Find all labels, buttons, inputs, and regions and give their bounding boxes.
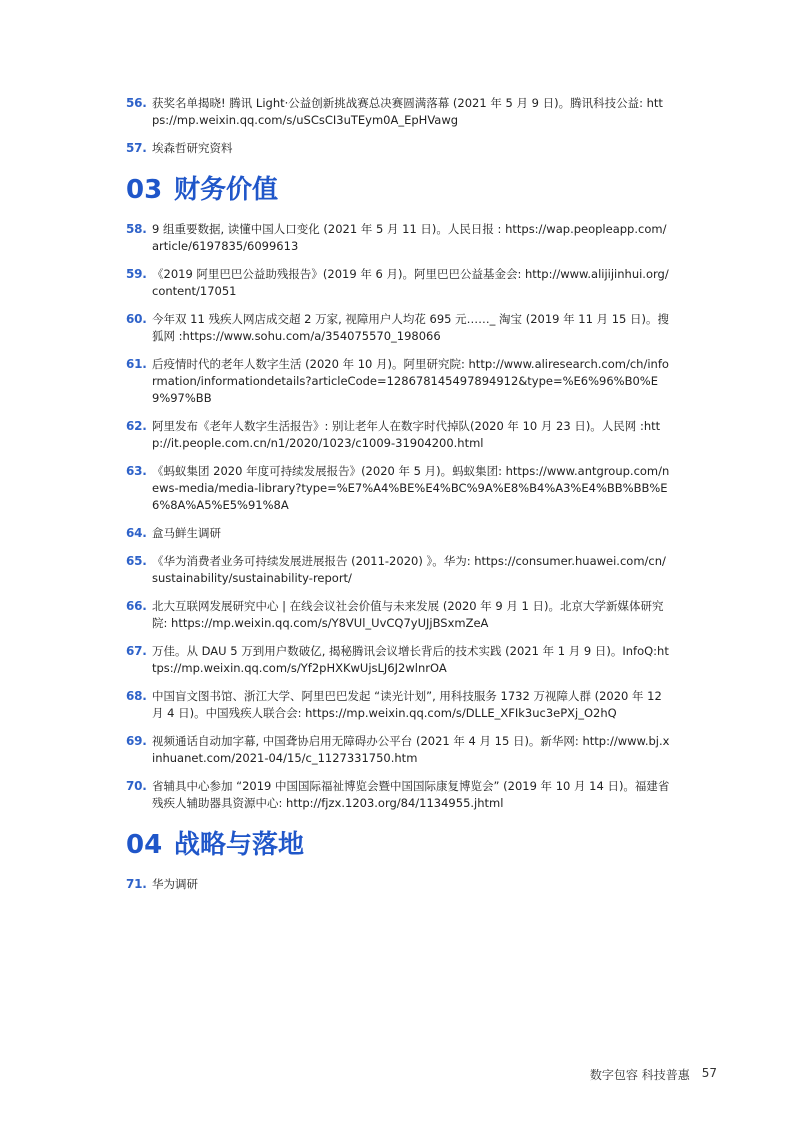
- reference-item: [126, 778, 670, 812]
- section-heading-03: [126, 175, 670, 205]
- reference-number: 63.: [126, 464, 147, 478]
- reference-list-03: [126, 221, 670, 812]
- reference-number: 65.: [126, 554, 147, 568]
- reference-list-top: [126, 95, 670, 157]
- reference-number: 58.: [126, 222, 147, 236]
- reference-number: 70.: [126, 779, 147, 793]
- reference-text: 省辅具中心参加 “2019 中国国际福祉博览会暨中国国际康复博览会” (2019 年 10 月 14 日)。福建省残疾人辅助器具资源中心: http://fjzx.1203.org/84/1134955.jhtml: [152, 779, 670, 810]
- reference-item: [126, 418, 670, 452]
- page-footer: [590, 1066, 717, 1083]
- reference-number: 60.: [126, 312, 147, 326]
- reference-item: [126, 221, 670, 255]
- reference-item: [126, 876, 670, 893]
- reference-item: [126, 643, 670, 677]
- reference-number: 59.: [126, 267, 147, 281]
- reference-number: 69.: [126, 734, 147, 748]
- reference-text: 盒马鲜生调研: [152, 526, 221, 540]
- section-title: 财务价值: [174, 175, 279, 205]
- reference-item: [126, 733, 670, 767]
- reference-text: 北大互联网发展研究中心 | 在线会议社会价值与未来发展 (2020 年 9 月 1 日)。北京大学新媒体研究院: https://mp.weixin.qq.com/s/Y8VUl_UvCQ7yUJjBSxmZeA: [152, 599, 664, 630]
- reference-item: [126, 140, 670, 157]
- reference-item: [126, 553, 670, 587]
- reference-number: 57.: [126, 141, 147, 155]
- reference-item: [126, 525, 670, 542]
- reference-item: [126, 95, 670, 129]
- page-number: 57: [701, 1066, 717, 1080]
- section-number: 04: [126, 830, 163, 860]
- reference-text: 后疫情时代的老年人数字生活 (2020 年 10 月)。阿里研究院: http://www.aliresearch.com/ch/information/informationdetails?articleCode=128678145497894912&type=%E6%96%B0%E9%97%BB: [152, 357, 669, 405]
- reference-number: 62.: [126, 419, 147, 433]
- reference-item: [126, 598, 670, 632]
- reference-text: 《蚂蚁集团 2020 年度可持续发展报告》(2020 年 5 月)。蚂蚁集团: https://www.antgroup.com/news-media/media-library?type=%E7%A4%BE%E4%BC%9A%E8%B4%A3%E4%BB%BB%E6%8A%A5%E5%91%8A: [152, 464, 670, 512]
- reference-text: 阿里发布《老年人数字生活报告》: 别让老年人在数字时代掉队(2020 年 10 月 23 日)。人民网 :http://it.people.com.cn/n1/2020/1023/c1009-31904200.html: [152, 419, 661, 450]
- reference-number: 64.: [126, 526, 147, 540]
- reference-number: 61.: [126, 357, 147, 371]
- reference-text: 《华为消费者业务可持续发展进展报告 (2011-2020) 》。华为: https://consumer.huawei.com/cn/sustainability/sustainability-report/: [152, 554, 666, 585]
- reference-text: 中国盲文图书馆、浙江大学、阿里巴巴发起 “读光计划”, 用科技服务 1732 万视障人群 (2020 年 12 月 4 日)。中国残疾人联合会: https://mp.weixin.qq.com/s/DLLE_XFIk3uc3ePXj_O2hQ: [152, 689, 662, 720]
- reference-number: 67.: [126, 644, 147, 658]
- references-content: [126, 95, 670, 904]
- reference-text: 华为调研: [152, 877, 198, 891]
- reference-text: 万佳。从 DAU 5 万到用户数破亿, 揭秘腾讯会议增长背后的技术实践 (2021 年 1 月 9 日)。InfoQ:https://mp.weixin.qq.com/s/Yf2pHXKwUjsLJ6J2wlnrOA: [152, 644, 669, 675]
- reference-item: [126, 463, 670, 514]
- footer-title: 数字包容 科技普惠: [589, 1068, 690, 1082]
- reference-text: 获奖名单揭晓! 腾讯 Light·公益创新挑战赛总决赛圆满落幕 (2021 年 5 月 9 日)。腾讯科技公益: https://mp.weixin.qq.com/s/uSCsCI3uTEym0A_EpHVawg: [152, 96, 663, 127]
- reference-text: 9 组重要数据, 读懂中国人口变化 (2021 年 5 月 11 日)。人民日报 : https://wap.peopleapp.com/article/6197835/6099613: [152, 222, 667, 253]
- reference-item: [126, 311, 670, 345]
- reference-number: 71.: [126, 877, 147, 891]
- reference-text: 《2019 阿里巴巴公益助残报告》(2019 年 6 月)。阿里巴巴公益基金会: http://www.alijijinhui.org/content/17051: [152, 267, 669, 298]
- reference-text: 视频通话自动加字幕, 中国聋协启用无障碍办公平台 (2021 年 4 月 15 日)。新华网: http://www.bj.xinhuanet.com/2021-04/15/c_1127331750.htm: [152, 734, 670, 765]
- reference-item: [126, 356, 670, 407]
- reference-text: 埃森哲研究资料: [152, 141, 233, 155]
- section-heading-04: [126, 830, 670, 860]
- section-title: 战略与落地: [174, 830, 305, 860]
- reference-item: [126, 266, 670, 300]
- reference-number: 56.: [126, 96, 147, 110]
- reference-number: 66.: [126, 599, 147, 613]
- section-number: 03: [126, 175, 163, 205]
- reference-item: [126, 688, 670, 722]
- reference-number: 68.: [126, 689, 147, 703]
- reference-list-04: [126, 876, 670, 893]
- reference-text: 今年双 11 残疾人网店成交超 2 万家, 视障用户人均花 695 元……_ 淘宝 (2019 年 11 月 15 日)。搜狐网 :https://www.sohu.com/a/354075570_198066: [152, 312, 669, 343]
